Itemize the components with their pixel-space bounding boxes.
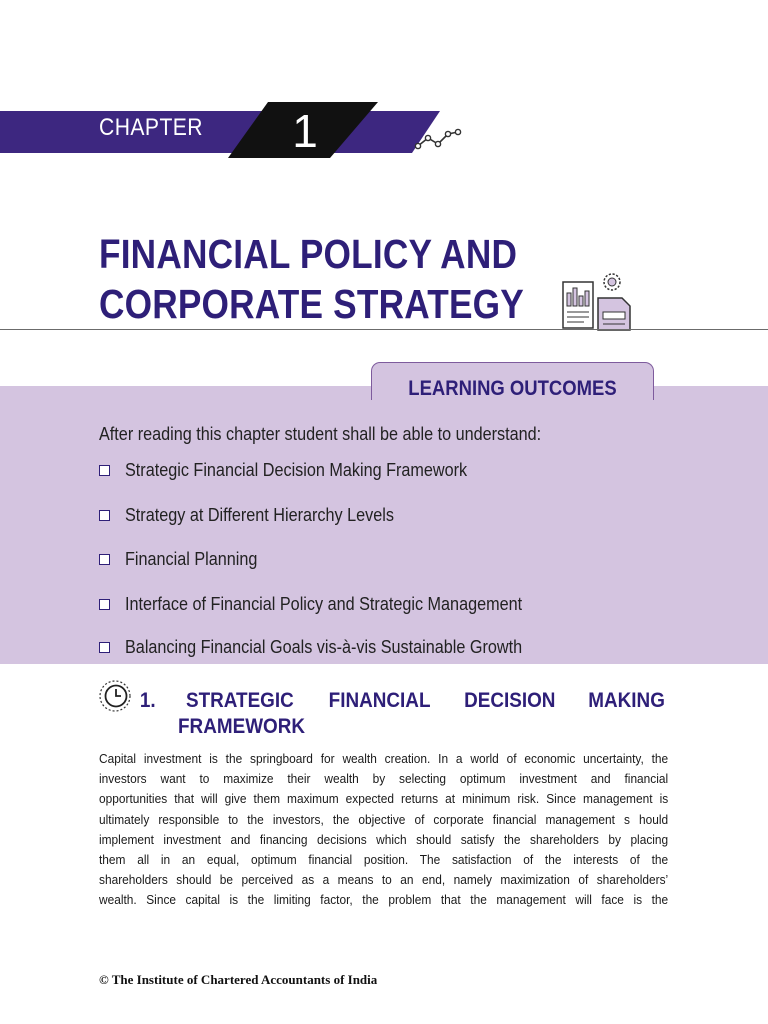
- chapter-title-line-1: FINANCIAL POLICY AND: [99, 231, 518, 277]
- checkbox-bullet-icon: [99, 465, 110, 476]
- section-heading-line-1: [139, 689, 669, 713]
- checkbox-bullet-icon: [99, 510, 110, 521]
- learning-outcomes-intro: After reading this chapter student shall be able to understand:: [99, 424, 542, 444]
- outcome-item-text: Strategy at Different Hierarchy Levels: [125, 504, 394, 525]
- clock-icon: [98, 679, 132, 713]
- checkbox-bullet-icon: [99, 599, 110, 610]
- outcome-item-text: Strategic Financial Decision Making Framework: [125, 459, 468, 480]
- outcome-item: [99, 503, 424, 527]
- outcome-item: [99, 458, 505, 482]
- checkbox-bullet-icon: [99, 642, 110, 653]
- title-divider: [0, 329, 768, 330]
- chapter-label: CHAPTER: [99, 114, 204, 141]
- outcome-item-text: Balancing Financial Goals vis-à-vis Sustainable Growth: [125, 636, 523, 657]
- learning-outcomes-heading: LEARNING OUTCOMES: [408, 377, 617, 400]
- paragraph-line: shareholders should be perceived as a means to an end, namely maximization of shareholders’: [99, 872, 669, 888]
- checkbox-bullet-icon: [99, 554, 110, 565]
- outcome-item-text: Interface of Financial Policy and Strategic Management: [125, 593, 523, 614]
- trend-line-icon: [414, 124, 462, 152]
- section-heading-line-2: FRAMEWORK: [178, 715, 306, 738]
- chapter-banner: [0, 98, 470, 168]
- paragraph-line: wealth. Since capital is the limiting factor, the problem that the management will face is the: [99, 892, 669, 908]
- paragraph-line: Capital investment is the springboard for wealth creation. In a world of economic uncertainty, the: [99, 751, 669, 766]
- section-heading-word: DECISION: [464, 689, 556, 712]
- section-heading-word: FINANCIAL: [328, 689, 431, 712]
- section-heading-word: STRATEGIC: [185, 689, 294, 712]
- paragraph-line: implement investment and financing decisions which should satisfy the shareholders by placing: [99, 831, 669, 847]
- outcome-item: [99, 592, 566, 616]
- body-paragraph: [99, 749, 668, 911]
- paragraph-line: them all in an equal, optimum financial position. The satisfaction of the interests of the: [99, 852, 669, 868]
- outcome-item-text: Financial Planning: [125, 548, 258, 569]
- section-number: 1.: [139, 689, 156, 712]
- report-chart-icon: [560, 268, 634, 332]
- chapter-title-line-2: CORPORATE STRATEGY: [99, 281, 524, 327]
- outcome-item: [99, 547, 272, 571]
- paragraph-line: investors want to maximize their wealth by selecting optimum investment and financial: [99, 771, 669, 787]
- outcome-item: [99, 635, 566, 659]
- paragraph-line: opportunities that will give them maximum expected returns at minimum risk. Since management is: [99, 791, 669, 807]
- section-heading-word: MAKING: [588, 689, 665, 712]
- page-footer: © The Institute of Chartered Accountants of India: [99, 972, 378, 987]
- paragraph-line: ultimately responsible to the investors, the objective of corporate financial management s hould: [99, 811, 669, 827]
- chapter-number: 1: [292, 105, 318, 157]
